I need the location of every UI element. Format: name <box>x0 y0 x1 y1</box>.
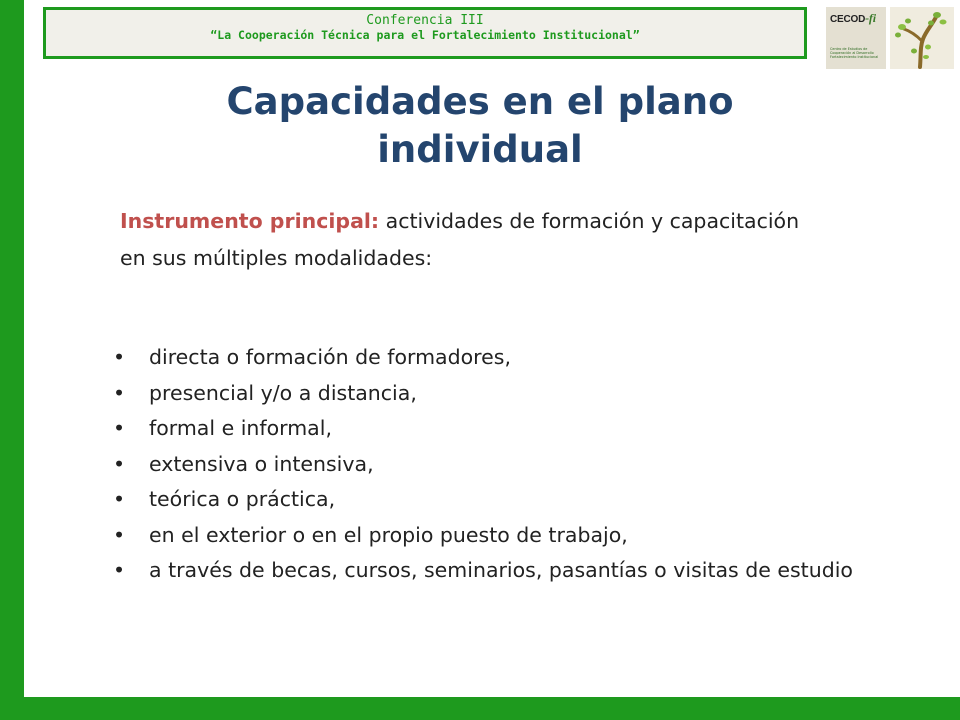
conference-name: Conferencia III <box>366 13 484 28</box>
logo-brand: CECOD <box>830 14 866 25</box>
bottom-green-bar <box>0 697 960 720</box>
plant-logo-icon <box>890 7 954 69</box>
cecod-logo <box>826 7 954 69</box>
slide-title <box>110 78 850 174</box>
list-item <box>111 447 901 483</box>
list-item-text: teórica o práctica, <box>149 487 336 511</box>
list-item-text: en el exterior o en el propio puesto de trabajo, <box>149 522 628 547</box>
list-item <box>111 518 901 554</box>
list-item <box>111 340 901 376</box>
bullet-icon: • <box>113 380 126 405</box>
logo-text-panel <box>826 7 886 69</box>
list-item <box>111 411 901 447</box>
list-item-text: formal e informal, <box>149 416 332 440</box>
list-item-text: a través de becas, cursos, seminarios, pasantías o visitas de estudio <box>149 558 853 582</box>
intro-text: actividades de formación y capacitación en sus múltiples modalidades: <box>120 209 800 270</box>
list-item-text: extensiva o intensiva, <box>149 451 374 476</box>
intro-paragraph <box>120 203 820 277</box>
conference-subtitle: “La Cooperación Técnica para el Fortalecimiento Institucional” <box>210 28 640 42</box>
logo-subtitle: Centro de Estudios de Cooperación al Desarrollo Fortalecimiento Institucional <box>830 47 879 59</box>
bullet-icon: • <box>113 558 126 582</box>
list-item <box>111 376 901 412</box>
conference-header <box>43 7 807 59</box>
slide-title-line1: Capacidades en el plano <box>226 80 734 123</box>
list-item-text: directa o formación de formadores, <box>149 345 511 369</box>
list-item <box>111 482 901 518</box>
logo-suffix: -fi <box>865 11 876 25</box>
left-green-bar <box>0 0 24 720</box>
slide-title-line2: individual <box>377 128 583 171</box>
modalities-list <box>111 340 901 589</box>
bullet-icon: • <box>113 522 126 547</box>
bullet-icon: • <box>113 451 126 476</box>
list-item-text: presencial y/o a distancia, <box>149 380 417 405</box>
intro-label: Instrumento principal: <box>120 209 380 233</box>
bullet-icon: • <box>113 416 126 440</box>
list-item <box>111 553 901 589</box>
bullet-icon: • <box>113 487 126 511</box>
bullet-icon: • <box>113 345 126 369</box>
